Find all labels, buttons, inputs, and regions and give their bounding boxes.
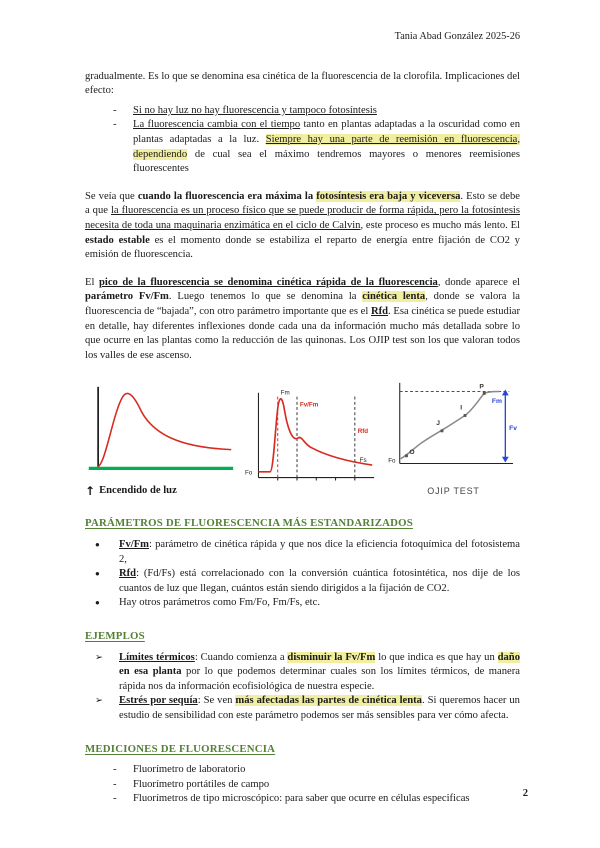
list-item-text: La fluorescencia cambia con el tiempo tanto en plantas adaptadas a la oscuridad como en plantas adaptadas a la luz. Siempre hay una parte de reemisión en fluorescencia, dependiendo de cual sea el máximo tendremos mayores o menores reemisiones fluorescentes xyxy=(133,119,520,175)
list-item xyxy=(85,567,520,596)
point-P xyxy=(483,392,486,395)
list-item xyxy=(85,694,520,723)
list-item-text: Hay otros parámetros como Fm/Fo, Fm/Fs, etc. xyxy=(119,597,320,609)
dash-bullet-icon: - xyxy=(113,793,117,805)
list-item-text: Fluorímetro de laboratorio xyxy=(133,764,246,776)
point-I xyxy=(464,414,467,417)
list-item-text: Fluorímetro portátiles de campo xyxy=(133,778,270,790)
list-item-text: Fv/Fm: parámetro de cinética rápida y que nos dice la eficiencia fotoquímica del fotosistema 2, xyxy=(119,539,520,565)
list-item-text: Rfd: (Fd/Fs) está correlacionado con la conversión cuántica fotosintética, nos dije de los cuantos de luz que llegan, cuántos están siendo dirigidos a la fijación de CO2. xyxy=(119,568,520,594)
header-author: Tania Abad González 2025-26 xyxy=(394,31,520,42)
fm-label: Fm xyxy=(491,398,502,406)
list-item xyxy=(85,792,520,807)
list-item xyxy=(85,104,520,119)
list-item xyxy=(85,778,520,793)
fm-label: Fm xyxy=(280,389,290,397)
page-number: 2 xyxy=(522,788,528,800)
ojip-point-label: I xyxy=(460,405,463,413)
section-heading-ejemplos: EJEMPLOS xyxy=(85,630,145,643)
arrow-bullet-icon: ➢ xyxy=(95,651,103,663)
section-heading-mediciones: MEDICIONES DE FLUORESCENCIA xyxy=(85,742,276,755)
list-item xyxy=(85,763,520,778)
list-item xyxy=(85,596,520,611)
steady-state-paragraph: Se veía que cuando la fluorescencia era máxima la fotosíntesis era baja y viceversa. Esto se debe a que la fluorescencia es un proceso físico que se puede producir de forma rápida, pero la fotosíntesis necesita de toda una maquinaria enzimática en el ciclo de Calvin, este proceso es mucho más lento. El estado estable es el momento donde se estabiliza el reparto de energía entre fijación de CO2 y emisión de fluorescencia. xyxy=(85,190,521,261)
effects-list xyxy=(85,104,520,177)
list-item-text: Estrés por sequía: Se ven más afectadas las partes de cinética lenta. Si queremos hacer un estudio de sensibilidad con este parámetro podemos ser más sensibles para ver cómo afecta. xyxy=(119,695,520,721)
figure-caption-text: OJIP TEST xyxy=(427,485,480,496)
ojip-test-figure xyxy=(386,379,521,498)
fluorescence-peak-paragraph: El pico de la fluorescencia se denomina cinética rápida de la fluorescencia, donde aparece el parámetro Fv/Fm. Luego tenemos lo que se denomina la cinética lenta, donde se valora la fluorescencia de “bajada”, con otro parámetro importante que es el Rfd. Esa cinética se puede estudiar en detalle, hay diferentes inflexiones donde cada una da información mucho más detallada sobre lo que ocurre en las plantas como la reducción de las quinonas. Los OJIP test son los que valoran todos los valles de ese ascenso. xyxy=(85,276,520,361)
round-bullet-icon: ● xyxy=(95,569,100,579)
fo-label: Fo xyxy=(388,457,396,465)
fs-label: Fs xyxy=(359,457,367,465)
point-O xyxy=(405,455,408,458)
fluorescence-curve xyxy=(98,394,231,467)
intro-paragraph: gradualmente. Es lo que se denomina esa cinética de la fluorescencia de la clorofila. Implicaciones del efecto: xyxy=(85,70,520,97)
fluorescence-kinetics-figure xyxy=(243,387,378,499)
mediciones-list xyxy=(85,763,520,807)
parametros-list xyxy=(85,538,520,611)
figures-row xyxy=(85,379,520,498)
round-bullet-icon: ● xyxy=(95,540,100,550)
fvfm-label: Fv/Fm xyxy=(299,401,319,409)
section-heading-parametros: PARÁMETROS DE FLUORESCENCIA MÁS ESTANDARIZADOS xyxy=(85,517,413,530)
figure-caption-text: Encendido de luz xyxy=(99,484,177,496)
kautsky-curve-chart xyxy=(85,381,235,477)
list-item xyxy=(85,651,520,695)
fo-label: Fo xyxy=(244,469,253,477)
fv-label: Fv xyxy=(509,425,518,433)
list-item xyxy=(85,538,520,567)
dash-bullet-icon: - xyxy=(113,764,117,776)
figure-caption xyxy=(85,484,235,499)
ejemplos-list xyxy=(85,651,520,724)
dash-bullet-icon: - xyxy=(113,104,117,116)
light-on-arrow-icon: ↑ xyxy=(85,483,96,498)
ojip-chart xyxy=(386,379,521,475)
dash-bullet-icon: - xyxy=(113,119,117,131)
round-bullet-icon: ● xyxy=(95,598,100,608)
arrow-bullet-icon: ➢ xyxy=(95,695,103,707)
list-item xyxy=(85,118,520,176)
dash-bullet-icon: - xyxy=(113,778,117,790)
arrow-up-icon xyxy=(502,390,509,396)
kautsky-curve-figure xyxy=(85,381,235,498)
point-J xyxy=(441,430,444,433)
ojip-point-label: O xyxy=(409,449,415,457)
ojip-point-label: P xyxy=(479,383,484,391)
ojip-curve xyxy=(401,392,500,459)
arrow-down-icon xyxy=(502,457,509,463)
list-item-text: Si no hay luz no hay fluorescencia y tampoco fotosíntesis xyxy=(133,104,377,116)
rfd-label: Rfd xyxy=(357,428,369,436)
list-item-text: Fluorímetros de tipo microscópico: para saber que ocurre en células especificas xyxy=(133,793,470,805)
ojip-point-label: J xyxy=(436,420,440,428)
list-item-text: Límites térmicos: Cuando comienza a disminuir la Fv/Fm lo que indica es que hay un daño en esa planta por lo que podemos determinar cuales son los límites térmicos, de manera rápida nos da información ecofisiológica de nuestra especie. xyxy=(119,651,520,692)
fast-slow-kinetics-chart xyxy=(243,387,378,493)
